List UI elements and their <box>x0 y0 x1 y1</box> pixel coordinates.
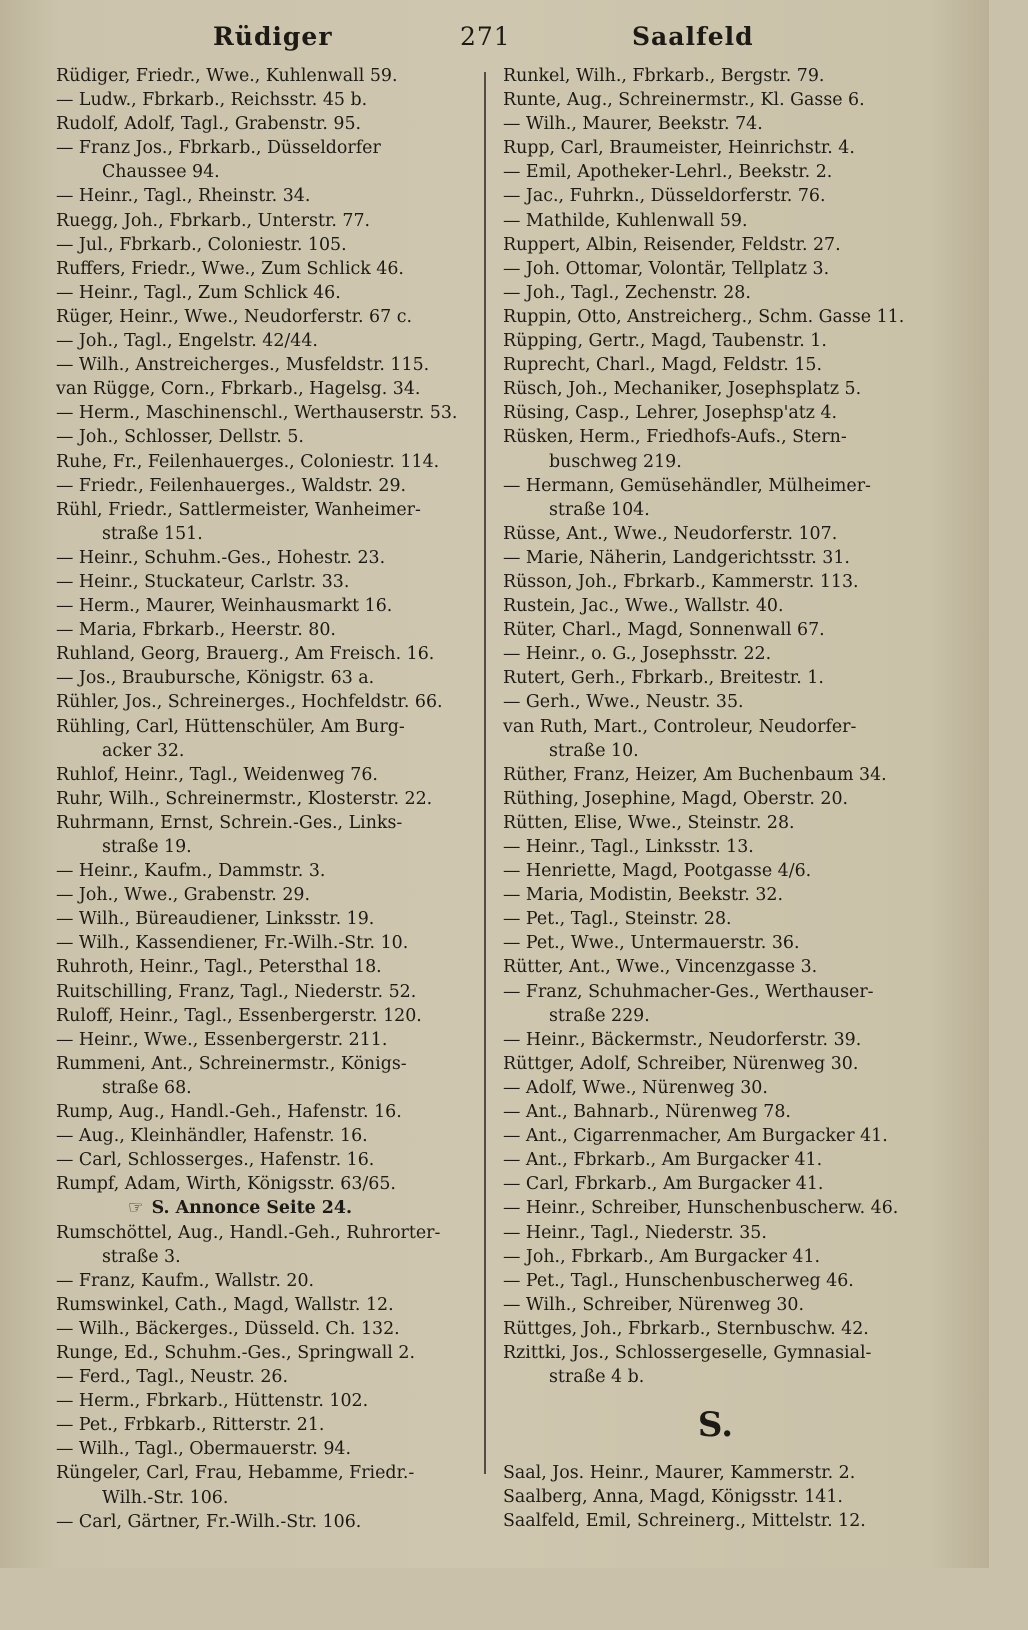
entry-continuation: acker 32. <box>102 740 185 761</box>
directory-entry: Rüther, Franz, Heizer, Am Buchenbaum 34. <box>503 764 887 785</box>
directory-entry: — Hermann, Gemüsehändler, Mülheimer- <box>503 475 871 496</box>
directory-entry: Rüsson, Joh., Fbrkarb., Kammerstr. 113. <box>503 571 859 592</box>
directory-entry: — Heinr., Tagl., Zum Schlick 46. <box>56 282 341 303</box>
directory-entry: Saalfeld, Emil, Schreinerg., Mittelstr. 12. <box>503 1511 866 1532</box>
directory-entry: Ruitschilling, Franz, Tagl., Niederstr. 52. <box>56 981 417 1002</box>
directory-entry: — Heinr., Stuckateur, Carlstr. 33. <box>56 571 350 592</box>
directory-entry: — Carl, Gärtner, Fr.-Wilh.-Str. 106. <box>56 1511 362 1532</box>
directory-entry: Ruhrmann, Ernst, Schrein.-Ges., Links- <box>56 812 403 833</box>
directory-entry: Rütten, Elise, Wwe., Steinstr. 28. <box>503 812 795 833</box>
directory-entry: — Franz, Kaufm., Wallstr. 20. <box>56 1270 315 1291</box>
directory-entry: — Wilh., Tagl., Obermauerstr. 94. <box>56 1439 351 1460</box>
right-column-entries <box>503 64 948 1389</box>
entry-continuation: straße 104. <box>549 499 650 520</box>
page-header <box>0 18 989 58</box>
directory-entry: — Adolf, Wwe., Nürenweg 30. <box>503 1077 768 1098</box>
directory-entry: Ruhlof, Heinr., Tagl., Weidenweg 76. <box>56 764 378 785</box>
directory-entry: Rumschöttel, Aug., Handl.-Geh., Ruhrorter- <box>56 1222 441 1243</box>
directory-entry: — Heinr., Schuhm.-Ges., Hohestr. 23. <box>56 547 386 568</box>
directory-entry: Rüdiger, Friedr., Wwe., Kuhlenwall 59. <box>56 66 398 86</box>
directory-entry: Rühling, Carl, Hüttenschüler, Am Burg- <box>56 716 405 737</box>
annonce-reference <box>56 1196 486 1220</box>
directory-entry: — Ludw., Fbrkarb., Reichsstr. 45 b. <box>56 90 368 111</box>
directory-entry: — Franz Jos., Fbrkarb., Düsseldorfer <box>56 138 381 159</box>
directory-entry: — Herm., Maschinenschl., Werthauserstr. 53. <box>56 403 458 424</box>
directory-entry: — Wilh., Schreiber, Nürenweg 30. <box>503 1294 805 1315</box>
directory-entry: Ruffers, Friedr., Wwe., Zum Schlick 46. <box>56 258 404 279</box>
directory-entry: Ruhr, Wilh., Schreinermstr., Klosterstr. 22. <box>56 788 433 809</box>
directory-entry: Saalberg, Anna, Magd, Königsstr. 141. <box>503 1487 843 1508</box>
directory-entry: — Wilh., Maurer, Beekstr. 74. <box>503 114 763 135</box>
directory-entry: — Heinr., Kaufm., Dammstr. 3. <box>56 861 326 882</box>
directory-entry: — Ant., Fbrkarb., Am Burgacker 41. <box>503 1150 823 1171</box>
entry-continuation: straße 229. <box>549 1005 650 1026</box>
directory-entry: — Heinr., Schreiber, Hunschenbuscherw. 46. <box>503 1198 899 1219</box>
directory-entry: Rüttges, Joh., Fbrkarb., Sternbuschw. 42. <box>503 1318 869 1339</box>
directory-entry: — Ant., Cigarrenmacher, Am Burgacker 41. <box>503 1126 888 1147</box>
directory-entry: — Heinr., Tagl., Niederstr. 35. <box>503 1222 767 1243</box>
directory-entry: Rühler, Jos., Schreinerges., Hochfeldstr. 66. <box>56 692 443 713</box>
directory-entry: — Herm., Fbrkarb., Hüttenstr. 102. <box>56 1391 369 1412</box>
directory-entry: — Friedr., Feilenhauerges., Waldstr. 29. <box>56 475 407 496</box>
directory-entry: — Pet., Frbkarb., Ritterstr. 21. <box>56 1415 325 1436</box>
directory-entry: — Joh., Tagl., Engelstr. 42/44. <box>56 331 318 352</box>
directory-entry: Rustein, Jac., Wwe., Wallstr. 40. <box>503 596 784 617</box>
entry-continuation: buschweg 219. <box>549 451 682 472</box>
directory-entry: Rüsch, Joh., Mechaniker, Josephsplatz 5. <box>503 379 862 400</box>
directory-entry: Rudolf, Adolf, Tagl., Grabenstr. 95. <box>56 114 362 135</box>
directory-entry: Rüpping, Gertr., Magd, Taubenstr. 1. <box>503 331 827 352</box>
directory-entry: Rupp, Carl, Braumeister, Heinrichstr. 4. <box>503 138 855 159</box>
left-column <box>56 64 486 1534</box>
directory-entry: Rummeni, Ant., Schreinermstr., Königs- <box>56 1053 407 1074</box>
directory-entry: Ruegg, Joh., Fbrkarb., Unterstr. 77. <box>56 210 371 231</box>
directory-entry: — Heinr., Bäckermstr., Neudorferstr. 39. <box>503 1029 862 1050</box>
directory-entry: — Carl, Schlosserges., Hafenstr. 16. <box>56 1150 375 1171</box>
right-column <box>503 64 948 1533</box>
directory-entry: — Maria, Modistin, Beekstr. 32. <box>503 885 784 906</box>
directory-entry: — Franz, Schuhmacher-Ges., Werthauser- <box>503 981 874 1002</box>
page-number: 271 <box>460 22 511 51</box>
directory-entry: Rüter, Charl., Magd, Sonnenwall 67. <box>503 620 825 641</box>
directory-entry: Ruloff, Heinr., Tagl., Essenbergerstr. 120. <box>56 1005 422 1026</box>
directory-entry: — Mathilde, Kuhlenwall 59. <box>503 210 748 231</box>
directory-entry: — Wilh., Bäckerges., Düsseld. Ch. 132. <box>56 1318 400 1339</box>
directory-entry: — Joh., Fbrkarb., Am Burgacker 41. <box>503 1246 821 1267</box>
directory-entry: Rüsse, Ant., Wwe., Neudorferstr. 107. <box>503 523 838 544</box>
pointing-hand-icon: ☞ <box>128 1198 144 1219</box>
directory-entry: — Herm., Maurer, Weinhausmarkt 16. <box>56 596 393 617</box>
directory-entry: — Pet., Tagl., Steinstr. 28. <box>503 909 732 930</box>
directory-entry: Rüsken, Herm., Friedhofs-Aufs., Stern- <box>503 427 847 448</box>
directory-entry: van Ruth, Mart., Controleur, Neudorfer- <box>503 716 857 737</box>
entry-continuation: straße 10. <box>549 740 639 761</box>
directory-entry: Rüsing, Casp., Lehrer, Josephsp'atz 4. <box>503 403 838 424</box>
directory-entry: Rumswinkel, Cath., Magd, Wallstr. 12. <box>56 1294 394 1315</box>
entry-continuation: straße 4 b. <box>549 1367 645 1388</box>
directory-entry: — Joh. Ottomar, Volontär, Tellplatz 3. <box>503 258 830 279</box>
directory-entry: Rüger, Heinr., Wwe., Neudorferstr. 67 c. <box>56 306 412 327</box>
entry-continuation: Chaussee 94. <box>102 162 220 183</box>
directory-entry: — Ant., Bahnarb., Nürenweg 78. <box>503 1102 791 1123</box>
directory-entry: — Heinr., Tagl., Linksstr. 13. <box>503 837 754 857</box>
directory-entry: Ruppert, Albin, Reisender, Feldstr. 27. <box>503 234 841 255</box>
directory-entry: Runte, Aug., Schreinermstr., Kl. Gasse 6. <box>503 90 865 111</box>
section-letter: S. <box>697 1405 734 1446</box>
directory-entry: Ruppin, Otto, Anstreicherg., Schm. Gasse 11. <box>503 306 905 327</box>
directory-entry: — Carl, Fbrkarb., Am Burgacker 41. <box>503 1174 824 1195</box>
directory-entry: Saal, Jos. Heinr., Maurer, Kammerstr. 2. <box>503 1463 856 1484</box>
directory-entry: — Jul., Fbrkarb., Coloniestr. 105. <box>56 234 347 255</box>
section-entries <box>503 1461 948 1533</box>
directory-entry: — Heinr., Tagl., Rheinstr. 34. <box>56 186 311 207</box>
directory-entry: van Rügge, Corn., Fbrkarb., Hagelsg. 34. <box>56 379 421 400</box>
directory-entry: — Emil, Apotheker-Lehrl., Beekstr. 2. <box>503 162 833 183</box>
directory-entry: — Maria, Fbrkarb., Heerstr. 80. <box>56 620 336 641</box>
entry-continuation: straße 151. <box>102 523 203 544</box>
directory-entry: — Heinr., o. G., Josephsstr. 22. <box>503 644 772 665</box>
directory-entry: Runge, Ed., Schuhm.-Ges., Springwall 2. <box>56 1342 415 1363</box>
directory-entry: Rutert, Gerh., Fbrkarb., Breitestr. 1. <box>503 668 824 689</box>
directory-entry: Runkel, Wilh., Fbrkarb., Bergstr. 79. <box>503 66 825 86</box>
entry-continuation: straße 19. <box>102 837 192 857</box>
directory-entry: Rüngeler, Carl, Frau, Hebamme, Friedr.- <box>56 1463 415 1484</box>
directory-entry: — Heinr., Wwe., Essenbergerstr. 211. <box>56 1029 388 1050</box>
directory-entry: — Wilh., Kassendiener, Fr.-Wilh.-Str. 10. <box>56 933 409 954</box>
header-last-name: Saalfeld <box>632 22 754 51</box>
directory-entry: — Aug., Kleinhändler, Hafenstr. 16. <box>56 1126 368 1147</box>
directory-entry: — Pet., Tagl., Hunschenbuscherweg 46. <box>503 1270 854 1291</box>
directory-entry: Ruprecht, Charl., Magd, Feldstr. 15. <box>503 355 822 376</box>
directory-entry: Rump, Aug., Handl.-Geh., Hafenstr. 16. <box>56 1102 402 1123</box>
entry-continuation: straße 68. <box>102 1077 192 1098</box>
directory-entry: Rütter, Ant., Wwe., Vincenzgasse 3. <box>503 957 818 978</box>
directory-entry: Rumpf, Adam, Wirth, Königsstr. 63/65. <box>56 1174 396 1195</box>
directory-entry: — Wilh., Anstreicherges., Musfeldstr. 115. <box>56 355 430 376</box>
directory-entry: Rüttger, Adolf, Schreiber, Nürenweg 30. <box>503 1053 859 1074</box>
entry-continuation: straße 3. <box>102 1246 181 1267</box>
directory-entry: Ruhroth, Heinr., Tagl., Petersthal 18. <box>56 957 382 978</box>
annonce-text: S. Annonce Seite 24. <box>151 1198 353 1219</box>
entry-continuation: Wilh.-Str. 106. <box>102 1487 229 1508</box>
directory-entry: Rzittki, Jos., Schlossergeselle, Gymnasial- <box>503 1342 872 1363</box>
directory-entry: — Pet., Wwe., Untermauerstr. 36. <box>503 933 800 954</box>
directory-entry: Ruhe, Fr., Feilenhauerges., Coloniestr. 114. <box>56 451 440 472</box>
directory-entry: — Joh., Schlosser, Dellstr. 5. <box>56 427 304 448</box>
directory-entry: Rühl, Friedr., Sattlermeister, Wanheimer- <box>56 499 421 520</box>
directory-entry: — Joh., Wwe., Grabenstr. 29. <box>56 885 311 906</box>
directory-entry: — Jac., Fuhrkn., Düsseldorferstr. 76. <box>503 186 826 207</box>
directory-entry: — Ferd., Tagl., Neustr. 26. <box>56 1367 288 1388</box>
directory-entry: — Gerh., Wwe., Neustr. 35. <box>503 692 744 713</box>
directory-entry: — Joh., Tagl., Zechenstr. 28. <box>503 282 751 303</box>
directory-entry: — Wilh., Büreaudiener, Linksstr. 19. <box>56 909 375 930</box>
directory-entry: — Henriette, Magd, Pootgasse 4/6. <box>503 861 812 882</box>
directory-entry: Ruhland, Georg, Brauerg., Am Freisch. 16. <box>56 644 435 665</box>
directory-entry: — Marie, Näherin, Landgerichtsstr. 31. <box>503 547 850 568</box>
directory-entry: Rüthing, Josephine, Magd, Oberstr. 20. <box>503 788 849 809</box>
directory-entry: — Jos., Braubursche, Königstr. 63 a. <box>56 668 375 689</box>
header-first-name: Rüdiger <box>213 22 333 51</box>
